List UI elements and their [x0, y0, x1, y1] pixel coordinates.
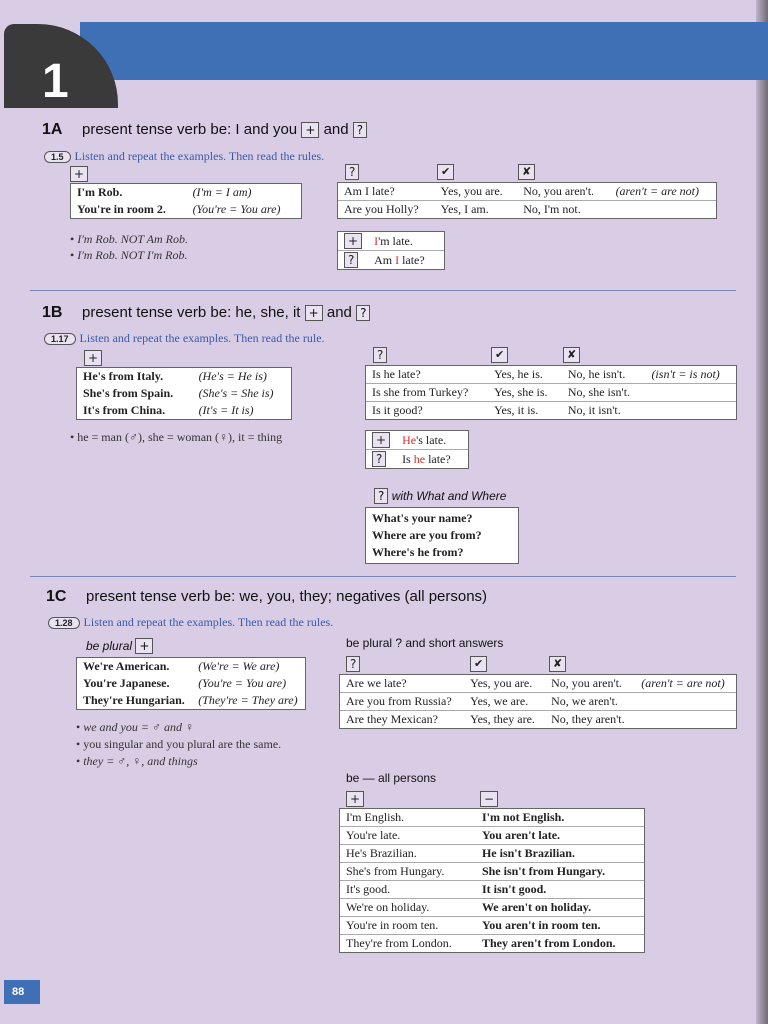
page-edge-shadow — [756, 0, 768, 1024]
check-icon: ✔ — [437, 164, 454, 180]
minus-header-neg: − — [480, 791, 498, 807]
example-text: She's from Spain. — [83, 386, 174, 400]
example-post: late? — [399, 252, 425, 267]
plus-header-1b: + — [84, 350, 102, 366]
note-cell — [610, 201, 716, 219]
yes-cell: Yes, you are. — [464, 675, 545, 693]
plus-table-1a — [70, 183, 302, 219]
example-post: 's late. — [416, 432, 447, 447]
cross-icon: ✘ — [549, 656, 566, 672]
audio-instruction-1a — [44, 149, 324, 164]
question-cell: Is she from Turkey? — [366, 384, 488, 402]
table-row — [340, 693, 736, 711]
table-row — [340, 935, 644, 953]
plus-box: + — [135, 638, 153, 654]
plural-title-text: be plural — [86, 639, 133, 653]
audio-track-badge[interactable]: 1.17 — [44, 333, 76, 345]
section-divider — [30, 576, 736, 577]
plus-header-1a: + — [70, 166, 88, 182]
plus-table-1c — [76, 657, 306, 710]
table-row — [77, 402, 291, 419]
table-row — [340, 809, 644, 827]
plus-box: + — [344, 233, 362, 249]
question-cell: Is it good? — [372, 403, 423, 417]
table-row — [338, 183, 716, 201]
wh-questions-table — [365, 507, 519, 564]
section-code-1c: 1C — [46, 588, 67, 605]
wh-question: Where are you from? — [372, 528, 482, 542]
negative-cell: He isn't Brazilian. — [476, 845, 644, 863]
question-table-1a — [337, 182, 717, 219]
table-row — [340, 863, 644, 881]
positive-cell: She's from Hungary. — [340, 863, 476, 881]
bullet-text: we and you = ♂ and ♀ — [83, 720, 194, 734]
audio-track-badge[interactable]: 1.28 — [48, 617, 80, 629]
section-title-1c: present tense verb be: we, you, they; negatives (all persons) — [86, 588, 488, 605]
example-pre: Am — [374, 252, 396, 267]
audio-instruction-1b — [44, 331, 325, 346]
positive-cell: They're from London. — [346, 936, 452, 950]
table-row — [340, 711, 736, 729]
section-title-text: present tense verb be: he, she, it — [82, 304, 301, 321]
bullet-text: he = man (♂), she = woman (♀), it = thing — [77, 430, 283, 444]
question-box: ? — [353, 122, 367, 138]
negatives-title: be — all persons — [346, 771, 437, 785]
table-row — [366, 402, 736, 420]
section-title-text: present tense verb be: I and you — [82, 121, 298, 138]
table-row — [77, 658, 305, 675]
section-code-1b: 1B — [42, 304, 63, 321]
positive-cell: I'm English. — [340, 809, 476, 827]
table-row — [77, 675, 305, 692]
plus-table-1b — [76, 367, 292, 420]
section-title-1b — [82, 304, 370, 321]
question-cell: Are you from Russia? — [340, 693, 464, 711]
small-example-table-1a — [337, 231, 445, 270]
wh-questions-title — [374, 488, 506, 504]
check-icon: ✔ — [470, 656, 487, 672]
audio-text: Listen and repeat the examples. Then read the rule. — [79, 331, 325, 345]
page-number: 88 — [4, 980, 40, 1004]
example-text: It's from China. — [83, 403, 166, 417]
rule-bullet: • I'm Rob. NOT I'm Rob. — [70, 248, 188, 262]
table-row — [340, 917, 644, 935]
bullet-text: I'm Rob. NOT Am Rob. — [77, 232, 188, 246]
note-cell — [645, 384, 736, 402]
example-post: late? — [425, 451, 451, 466]
example-note: (They're = They are) — [198, 693, 298, 707]
rule-bullet: • he = man (♂), she = woman (♀), it = thing — [70, 430, 283, 444]
note-cell: (aren't = are not) — [610, 183, 716, 201]
bullet-text: they = ♂, ♀, and things — [83, 754, 198, 768]
table-row — [77, 368, 291, 385]
question-cell: Are they Mexican? — [346, 712, 438, 726]
positive-cell: You're late. — [340, 827, 476, 845]
example-text: You're in room 2. — [77, 202, 166, 216]
negative-cell: You aren't in room ten. — [476, 917, 644, 935]
note-cell — [635, 693, 736, 711]
table-row — [340, 675, 736, 693]
question-box: ? — [374, 488, 388, 504]
question-box: ? — [356, 305, 370, 321]
audio-text: Listen and repeat the examples. Then read the rules. — [74, 149, 325, 163]
rule-bullet: • you singular and you plural are the same. — [76, 737, 282, 751]
table-row — [340, 845, 644, 863]
example-note: (He's = He is) — [198, 369, 267, 383]
example-note: (I'm = I am) — [192, 185, 252, 199]
table-row — [71, 201, 301, 218]
negative-cell: You aren't late. — [476, 827, 644, 845]
table-row — [77, 385, 291, 402]
question-cell: Am I late? — [338, 183, 435, 201]
negative-cell: It isn't good. — [476, 881, 644, 899]
table-row — [77, 692, 305, 709]
table-row — [338, 232, 444, 251]
negative-cell: They aren't from London. — [481, 936, 616, 950]
audio-instruction-1c — [48, 615, 333, 630]
example-post: 'm late. — [378, 233, 413, 248]
negative-cell: She isn't from Hungary. — [476, 863, 644, 881]
highlight-word: he — [413, 451, 426, 466]
table-row — [366, 384, 736, 402]
bullet-text: I'm Rob. NOT I'm Rob. — [77, 248, 188, 262]
highlight-word: He — [402, 432, 417, 447]
question-box: ? — [372, 451, 386, 467]
cross-icon: ✘ — [563, 347, 580, 363]
table-row — [71, 184, 301, 201]
check-icon: ✔ — [491, 347, 508, 363]
question-header-1c: ? — [346, 656, 360, 672]
rule-bullet: • we and you = ♂ and ♀ — [76, 720, 194, 734]
short-answers-title: be plural ? and short answers — [346, 636, 504, 650]
section-title-1a — [82, 121, 367, 138]
rule-bullet: • they = ♂, ♀, and things — [76, 754, 198, 768]
table-row — [366, 366, 736, 384]
and-text: and — [326, 304, 352, 321]
positive-cell: You're in room ten. — [340, 917, 476, 935]
question-table-1c — [339, 674, 737, 729]
rule-bullet: • I'm Rob. NOT Am Rob. — [70, 232, 188, 246]
yes-cell: Yes, she is. — [488, 384, 562, 402]
yes-cell: Yes, you are. — [435, 183, 518, 201]
yes-cell: Yes, I am. — [440, 202, 489, 216]
positive-cell: He's Brazilian. — [340, 845, 476, 863]
no-cell: No, we aren't. — [545, 693, 635, 711]
plus-box: + — [372, 432, 390, 448]
question-box: ? — [344, 252, 358, 268]
highlight-word: I — [395, 252, 400, 267]
negative-cell: I'm not English. — [476, 809, 644, 827]
yes-cell: Yes, they are. — [470, 712, 535, 726]
table-row — [340, 881, 644, 899]
example-text: You're Japanese. — [83, 676, 170, 690]
no-cell: No, you aren't. — [545, 675, 635, 693]
question-table-1b — [365, 365, 737, 420]
question-header-1a: ? — [345, 164, 359, 180]
no-cell: No, it isn't. — [567, 403, 621, 417]
be-plural-title — [86, 638, 153, 654]
note-cell — [645, 402, 736, 420]
positive-cell: It's good. — [340, 881, 476, 899]
yes-cell: Yes, it is. — [494, 403, 539, 417]
no-cell: No, I'm not. — [523, 202, 581, 216]
table-row — [338, 201, 716, 219]
example-text: He's from Italy. — [83, 369, 164, 383]
question-cell: Are we late? — [340, 675, 464, 693]
note-cell — [635, 711, 736, 729]
cross-icon: ✘ — [518, 164, 535, 180]
table-row — [340, 899, 644, 917]
example-text: I'm Rob. — [77, 185, 123, 199]
wh-question: What's your name? — [372, 511, 473, 525]
audio-track-badge[interactable]: 1.5 — [44, 151, 71, 163]
note-cell: (aren't = are not) — [635, 675, 736, 693]
section-code-1a: 1A — [42, 121, 63, 138]
negatives-table — [339, 808, 645, 953]
wh-question: Where's he from? — [372, 545, 464, 559]
plus-header-neg: + — [346, 791, 364, 807]
example-note: (She's = She is) — [198, 386, 274, 400]
table-row — [340, 827, 644, 845]
unit-header-bar — [80, 22, 768, 80]
negative-cell: We aren't on holiday. — [476, 899, 644, 917]
note-cell: (isn't = is not) — [645, 366, 736, 384]
no-cell: No, she isn't. — [562, 384, 646, 402]
question-cell: Is he late? — [366, 366, 488, 384]
and-text: and — [323, 121, 349, 138]
table-row — [338, 251, 444, 270]
no-cell: No, he isn't. — [562, 366, 646, 384]
yes-cell: Yes, we are. — [464, 693, 545, 711]
example-text: We're American. — [83, 659, 170, 673]
positive-cell: We're on holiday. — [340, 899, 476, 917]
bullet-text: you singular and you plural are the same. — [83, 737, 282, 751]
table-row — [366, 544, 518, 561]
plus-box: + — [301, 122, 319, 138]
example-note: (You're = You are) — [192, 202, 281, 216]
table-row — [366, 450, 468, 469]
audio-text: Listen and repeat the examples. Then read the rules. — [83, 615, 334, 629]
example-note: (We're = We are) — [198, 659, 280, 673]
table-row — [366, 431, 468, 450]
section-divider — [30, 290, 736, 291]
table-row — [366, 510, 518, 527]
example-pre: Is — [402, 451, 414, 466]
no-cell: No, you aren't. — [517, 183, 609, 201]
wh-title-text: with What and Where — [391, 489, 507, 503]
example-text: They're Hungarian. — [83, 693, 185, 707]
question-header-1b: ? — [373, 347, 387, 363]
example-note: (It's = It is) — [198, 403, 254, 417]
unit-number: 1 — [42, 55, 69, 108]
highlight-word: I — [374, 233, 379, 248]
question-cell: Are you Holly? — [344, 202, 419, 216]
yes-cell: Yes, he is. — [488, 366, 562, 384]
table-row — [366, 527, 518, 544]
no-cell: No, they aren't. — [551, 712, 625, 726]
plus-box: + — [305, 305, 323, 321]
example-note: (You're = You are) — [198, 676, 287, 690]
small-example-table-1b — [365, 430, 469, 469]
